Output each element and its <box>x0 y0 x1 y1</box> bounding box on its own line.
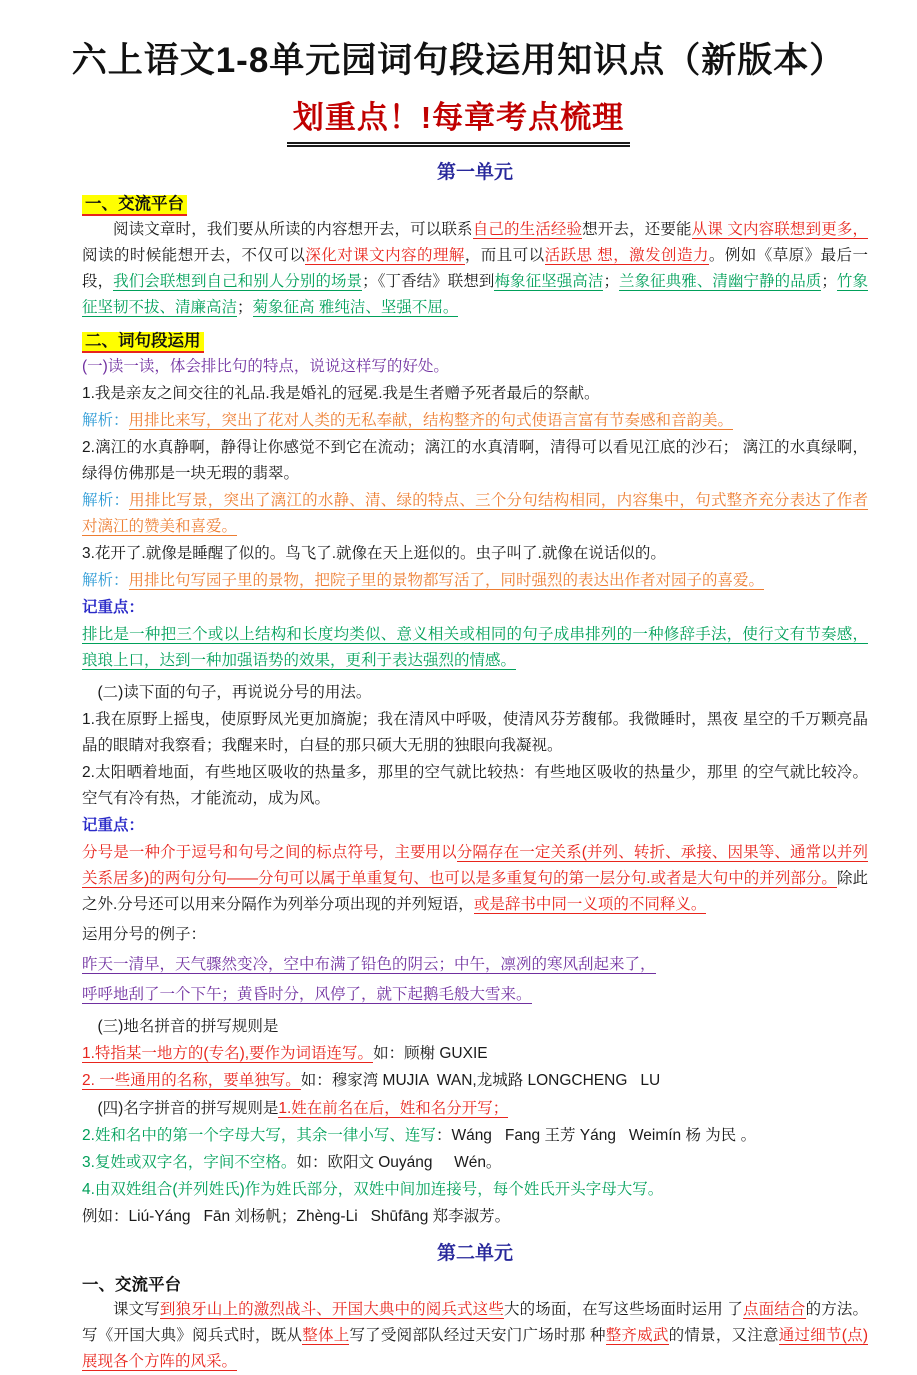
text-run: 昨天一清早，天气骤然变冷，空中布满了铅色的阴云；中午，凛冽的寒风刮起来了， <box>82 956 656 973</box>
paragraph <box>82 1177 868 1203</box>
text-run: 兰象征典雅、清幽宁静的品质 <box>618 273 822 290</box>
text-run: 4.由双姓组合(并列姓氏)作为姓氏部分，双姓中间加连接号，每个姓氏开头字母大写。 <box>82 1181 664 1198</box>
text-run: 除此之外.分号还可以用来分隔作为列举分项出现的并列短语， <box>82 870 868 913</box>
text-run: 运用分号的例子： <box>82 926 207 943</box>
text-run: 从课 文内容联想到更多， <box>691 221 868 238</box>
text-run: (三)地名拼音的拼写规则是 <box>97 1018 279 1035</box>
paragraph <box>82 813 868 839</box>
text-run: 的方法。写《开国大典》阅兵式时，既从 <box>82 1301 868 1344</box>
paragraph <box>82 595 868 621</box>
text-run: 1.我在原野上摇曳，使原野凤光更加旖旎；我在清风中呼吸，使清风芬芳馥郁。我微睡时，黑夜 星空的千万颗亮晶晶的眼睛对我察看；我醒来时，白昼的那只硕大无朋的独眼向我凝视。 <box>82 711 868 754</box>
page-subtitle-row <box>0 92 917 147</box>
section-heading: 一、交流平台 <box>82 1276 181 1294</box>
paragraph <box>82 952 868 978</box>
text-run: 记重点： <box>82 599 145 616</box>
paragraph <box>82 760 868 812</box>
document-body <box>0 157 917 1375</box>
text-run: 分号是一种介于逗号和句号之间的标点符号，主要用以 <box>82 844 457 861</box>
paragraph <box>82 707 868 759</box>
text-run: 如：欧阳文 Ouyáng Wén。 <box>296 1154 502 1171</box>
paragraph <box>82 354 868 380</box>
text-run: 我们会联想到自己和别人分别的场景 <box>113 273 363 290</box>
text-run: ：Wáng Fang 王芳 Yáng Weimín 杨 为民 。 <box>435 1127 757 1144</box>
text-run: 深化对课文内容的理解 <box>305 247 465 264</box>
text-run: 2.姓和名中的第一个字母大写，其余一律小写、连写 <box>82 1127 436 1144</box>
text-run: 自己的生活经验 <box>472 221 583 238</box>
text-run: 2.太阳晒着地面，有些地区吸收的热量多，那里的空气就比较热：有些地区吸收的热量少，那里 的空气就比较冷。空气有冷有热，才能流动，成为风。 <box>82 764 868 807</box>
text-run: 活跃思 想，激发创造力 <box>544 247 709 264</box>
text-run: 排比是一种把三个或以上结构和长度均类似、意义相关或相同的句子成串排列的一种修辞手法，使行文有节奏感，琅琅上口，达到一种加强语势的效果，更利于表达强烈的情感。 <box>82 626 868 669</box>
paragraph <box>82 1014 868 1040</box>
text-run: ； <box>603 273 619 290</box>
unit-header: 第二单元 <box>436 1243 513 1264</box>
text-run: 大的场面，在写这些场面时运用 了 <box>503 1301 743 1318</box>
text-run: 如：穆家湾 MUJIA WAN,龙城路 LONGCHENG LU <box>300 1072 661 1089</box>
text-run: 解析： <box>82 492 130 509</box>
text-run: 1.姓在前名在后，姓和名分开写； <box>278 1100 509 1117</box>
text-run: 课文写 <box>113 1301 160 1318</box>
text-run: 分隔存在一定关系(并列、转折、承接、因果等、通常以并列关系居多)的两句分句——分句可以属于单重复句、也可以是多重复句的第一层分句.或者是大句中的并列部分。 <box>82 844 868 887</box>
paragraph <box>82 488 868 540</box>
text-run: 阅读文章时，我们要从所读的内容想开去，可以联系 <box>113 221 473 238</box>
text-run: ； <box>821 273 837 290</box>
paragraph <box>82 1297 868 1375</box>
document-header <box>0 40 917 147</box>
text-run: 到狼牙山上的激烈战斗、开国大典中的阅兵式这些 <box>159 1301 504 1318</box>
paragraph <box>82 217 868 321</box>
text-run: 记重点： <box>82 817 145 834</box>
text-run: (一)读一读，体会排比句的特点，说说这样写的好处。 <box>82 358 449 375</box>
page-title: 六上语文1-8单元园词句段运用知识点（新版本） <box>71 41 846 80</box>
text-run: 用排比句写园子里的景物，把院子里的景物都写活了，同时强烈的表达出作者对园子的喜爱。 <box>128 572 765 589</box>
section-heading-highlighted <box>82 327 868 351</box>
paragraph <box>82 982 868 1008</box>
unit-header: 第一单元 <box>436 162 513 183</box>
text-run: 的情景，又注意 <box>668 1327 779 1344</box>
text-run: 整体上 <box>302 1327 350 1344</box>
paragraph <box>82 1041 868 1067</box>
paragraph <box>82 1123 868 1149</box>
text-run: 阅读的时候能想开去，不仅可以 <box>82 247 306 264</box>
text-run: ；《丁香结》联想到 <box>362 273 495 290</box>
text-run: 整齐威武 <box>605 1327 669 1344</box>
text-run: 菊象征高 雅纯洁、坚强不屈。 <box>252 299 459 316</box>
paragraph <box>82 622 868 674</box>
paragraph <box>82 408 868 434</box>
text-run: 通过细节(点)展现各个方阵的风采。 <box>82 1327 868 1370</box>
page-subtitle: 划重点！!每章考点梳理 <box>287 92 630 147</box>
paragraph <box>82 435 868 487</box>
text-run: 呼呼地刮了一个下午；黄昏时分，风停了，就下起鹅毛般大雪来。 <box>82 986 532 1003</box>
paragraph <box>82 680 868 706</box>
text-run: 点面结合 <box>743 1301 806 1318</box>
paragraph <box>82 381 868 407</box>
text-run: 写了受阅部队经过天安门广场时那 种 <box>349 1327 606 1344</box>
paragraph <box>82 1068 868 1094</box>
text-run: 2.漓江的水真静啊，静得让你感觉不到它在流动；漓江的水真清啊，清得可以看见江底的沙石； 漓江的水真绿啊，绿得仿佛那是一块无瑕的翡翠。 <box>82 439 868 482</box>
text-run: 解析： <box>82 412 129 429</box>
section-heading-label: 二、词句段运用 <box>82 332 204 353</box>
text-run: 用排比写景，突出了漓江的水静、清、绿的特点、三个分句结构相同，内容集中，句式整齐充分表达了作者对漓江的赞美和喜爱。 <box>82 492 868 535</box>
paragraph <box>82 1150 868 1176</box>
text-run: 1.特指某一地方的(专名),要作为词语连写。 <box>82 1045 374 1062</box>
text-run: 3.花开了.就像是睡醒了似的。鸟飞了.就像在天上逛似的。虫子叫了.就像在说话似的。 <box>82 545 666 562</box>
text-run: 2. 一些通用的名称，要单独写。 <box>82 1072 301 1089</box>
text-run: 或是辞书中同一义项的不同释义。 <box>473 896 707 913</box>
text-run: 3.复姓或双字名，字间不空格。 <box>82 1154 297 1171</box>
text-run: 想开去，还要能 <box>582 221 692 238</box>
text-run: 梅象征坚强高洁 <box>494 273 604 290</box>
text-run: (二)读下面的句子，再说说分号的用法。 <box>97 684 372 701</box>
paragraph <box>82 922 868 948</box>
paragraph <box>82 1096 868 1122</box>
text-run: 1.我是亲友之间交往的礼品.我是婚礼的冠冕.我是生者赠予死者最后的祭献。 <box>82 385 600 402</box>
paragraph <box>82 541 868 567</box>
section-heading-highlighted <box>82 190 868 214</box>
text-run: ； <box>237 299 253 316</box>
text-run: ，而且可以 <box>464 247 545 264</box>
text-run: 如：顾榭 GUXIE <box>373 1045 488 1062</box>
text-run: 。例如《草原》最后一段， <box>82 247 868 290</box>
text-run: 例如：Liú-Yáng Fān 刘杨帆；Zhèng-Li Shūfāng 郑李淑芳。 <box>82 1208 511 1225</box>
text-run: (四)名字拼音的拼写规则是 <box>97 1100 279 1117</box>
section-heading-label: 一、交流平台 <box>82 195 187 216</box>
paragraph <box>82 568 868 594</box>
text-run: 用排比来写，突出了花对人类的无私奉献，结构整齐的句式使语言富有节奏感和音韵美。 <box>128 412 734 429</box>
text-run: 解析： <box>82 572 129 589</box>
text-run: 竹象征坚韧不拔、清廉高洁 <box>82 273 868 316</box>
paragraph <box>82 1204 868 1230</box>
paragraph <box>82 840 868 918</box>
